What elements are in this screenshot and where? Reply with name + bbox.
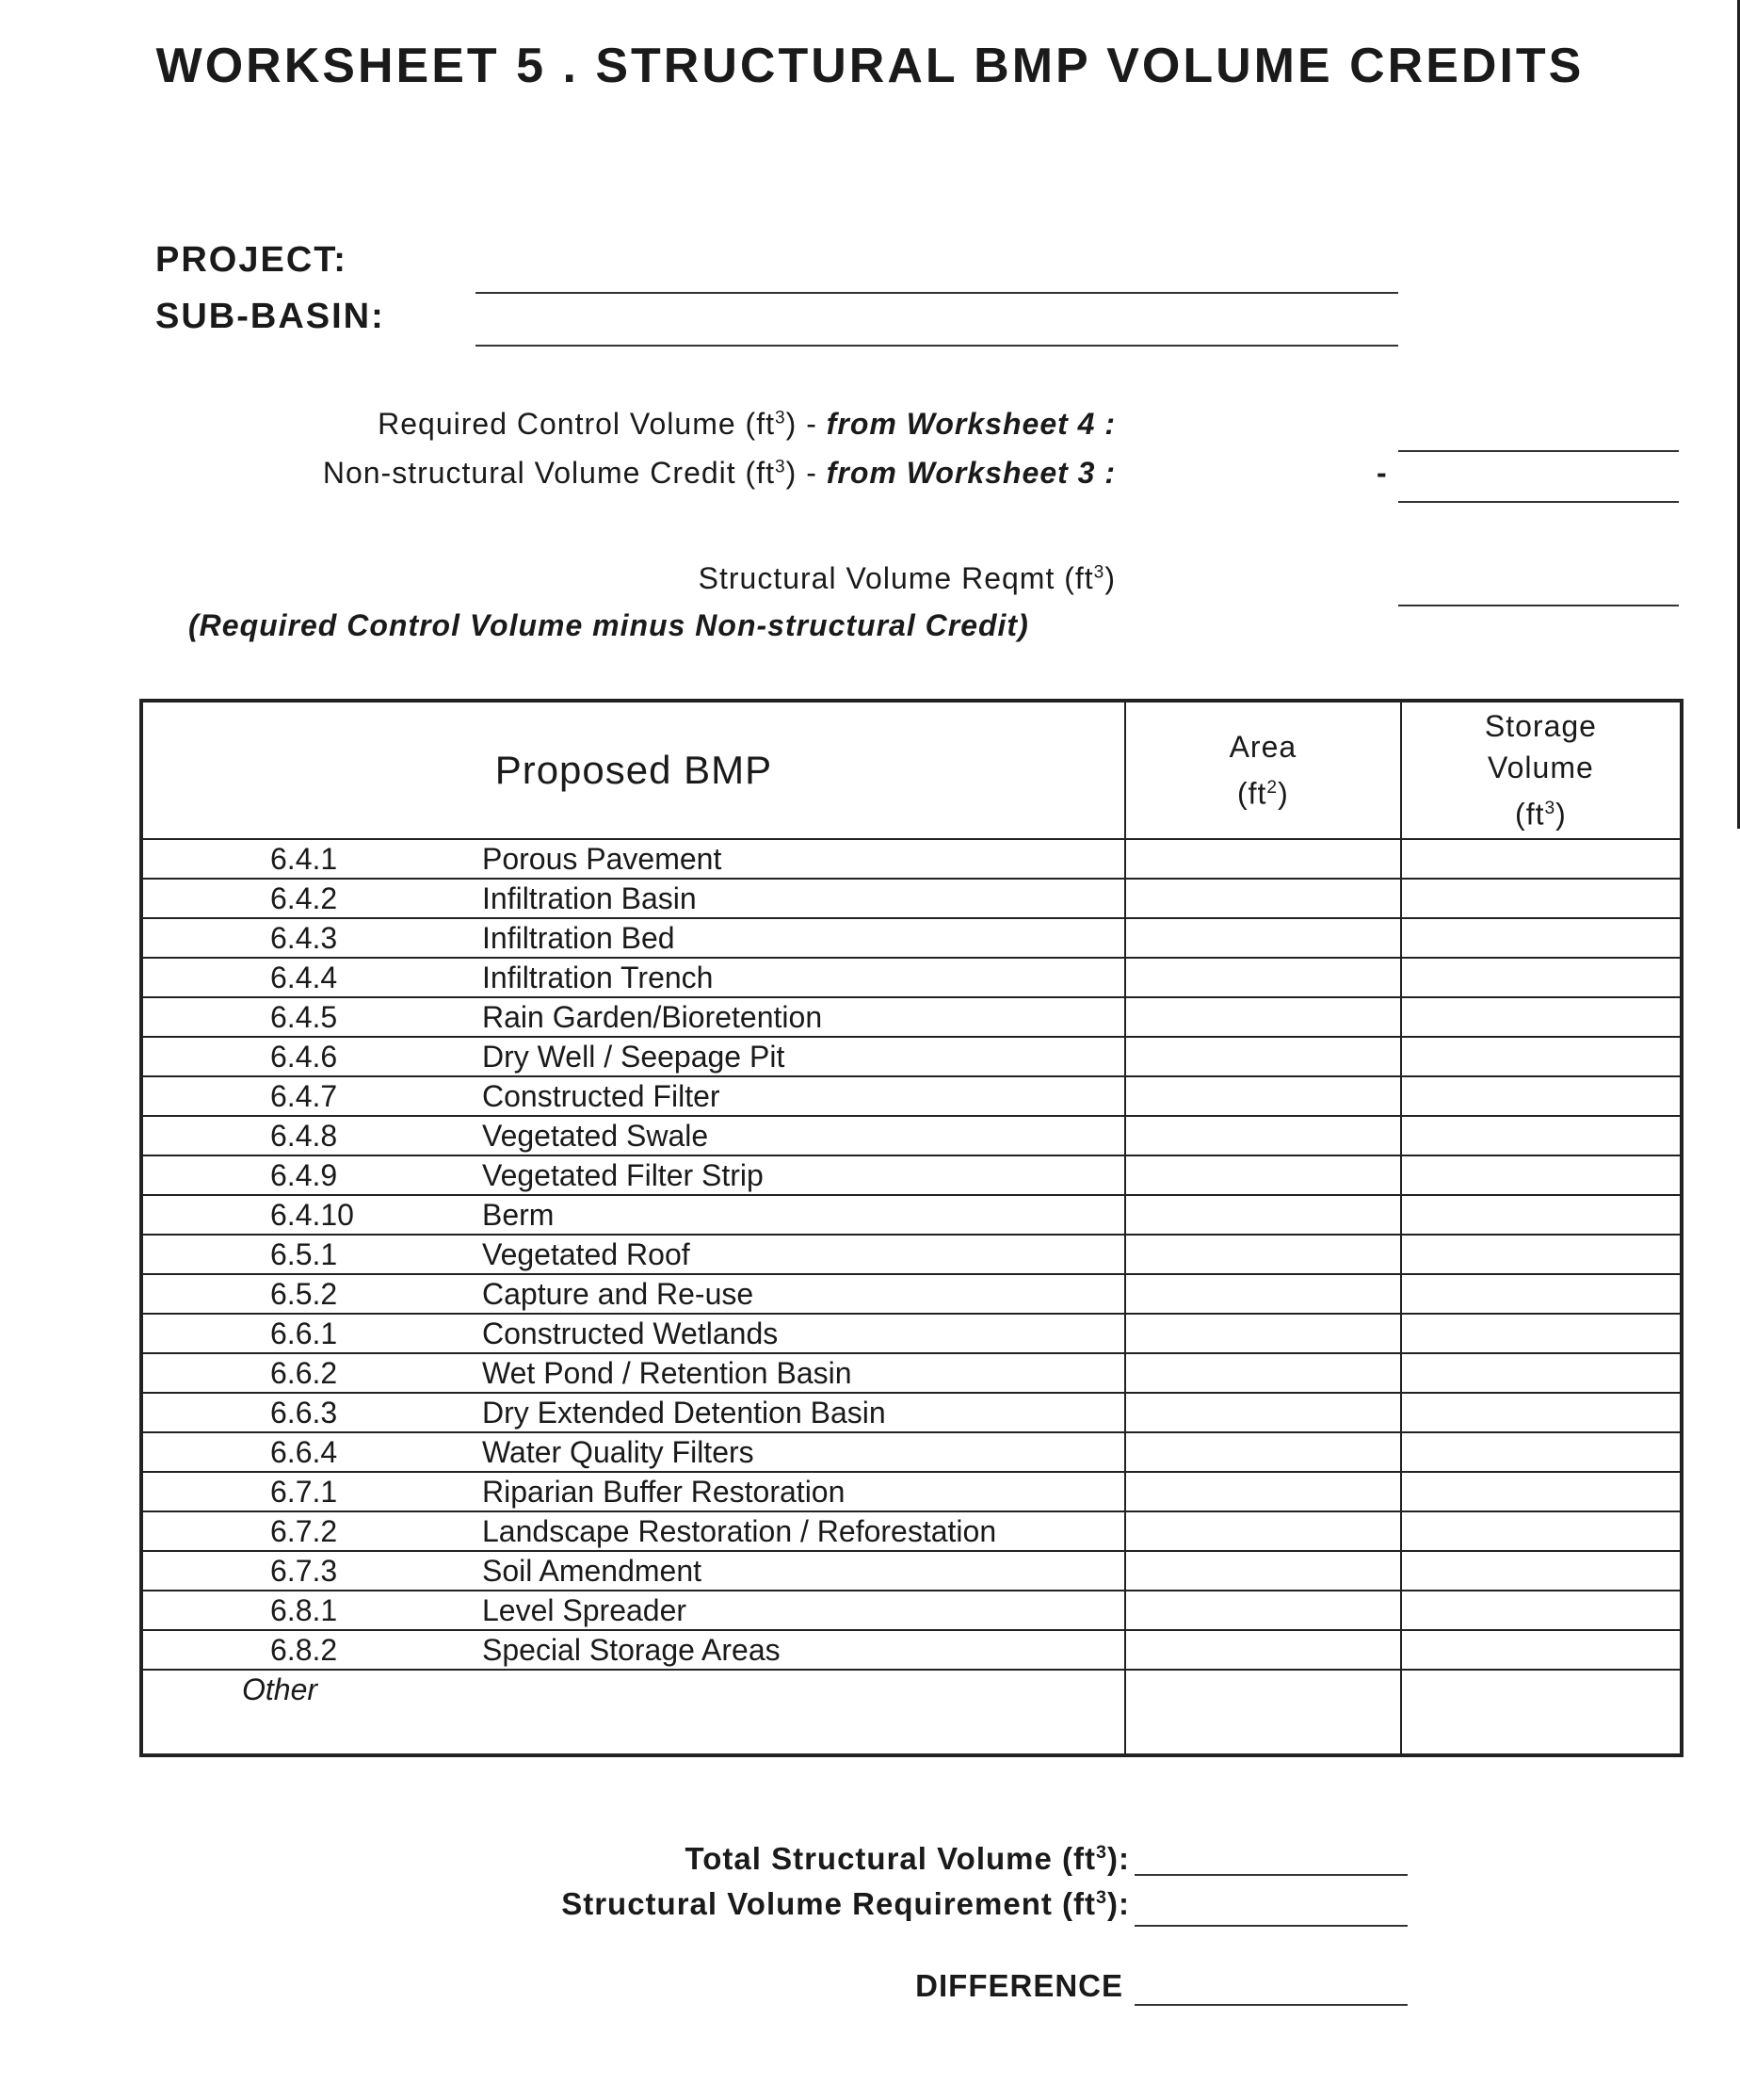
nonstructural-credit-field[interactable] <box>1398 501 1679 503</box>
table-row-other <box>141 1670 1682 1755</box>
table-row <box>141 918 1682 958</box>
bmp-name: Soil Amendment <box>482 1554 702 1588</box>
bmp-code: 6.4.5 <box>270 1000 338 1034</box>
table-row <box>141 1155 1682 1195</box>
bmp-cell <box>141 839 1125 879</box>
table-row <box>141 1432 1682 1472</box>
area-input-cell[interactable] <box>1125 1235 1401 1274</box>
area-input-cell[interactable] <box>1125 1076 1401 1116</box>
bmp-code: 6.5.2 <box>270 1277 338 1311</box>
bmp-cell <box>141 958 1125 997</box>
bmp-cell <box>141 1076 1125 1116</box>
nonstructural-credit-label: Non-structural Volume Credit $(ft^3)$ - from Worksheet 3 : <box>322 456 1116 490</box>
bmp-code: 6.4.10 <box>270 1198 354 1232</box>
bmp-cell <box>141 1432 1125 1472</box>
area-input-cell[interactable] <box>1125 1393 1401 1432</box>
required-control-volume-label: Required Control Volume $(ft^3)$ - from Worksheet 4 : <box>378 407 1116 441</box>
area-input-cell[interactable] <box>1125 1037 1401 1076</box>
bmp-name: Vegetated Swale <box>482 1119 709 1153</box>
table-row <box>141 839 1682 879</box>
area-input-cell[interactable] <box>1125 1432 1401 1472</box>
bmp-name: Wet Pond / Retention Basin <box>482 1356 852 1390</box>
bmp-name: Infiltration Bed <box>482 921 675 955</box>
table-row <box>141 1551 1682 1591</box>
storage-volume-header: Storage Volume $(ft^3)$ <box>1401 701 1682 839</box>
storage-volume-input-cell[interactable] <box>1401 918 1682 958</box>
area-input-cell[interactable] <box>1125 1195 1401 1235</box>
storage-volume-input-cell[interactable] <box>1401 1195 1682 1235</box>
bmp-name: Dry Well / Seepage Pit <box>482 1040 785 1074</box>
table-row <box>141 997 1682 1037</box>
required-control-volume-field[interactable] <box>1398 450 1679 452</box>
area-input-cell[interactable] <box>1125 1511 1401 1551</box>
bmp-cell <box>141 1274 1125 1314</box>
area-input-cell[interactable] <box>1125 839 1401 879</box>
bmp-name: Constructed Wetlands <box>482 1317 779 1350</box>
bmp-code: 6.6.3 <box>270 1396 338 1430</box>
storage-volume-input-cell[interactable] <box>1401 1076 1682 1116</box>
bmp-name: Constructed Filter <box>482 1079 720 1113</box>
bmp-name: Vegetated Filter Strip <box>482 1158 764 1192</box>
table-row <box>141 1353 1682 1393</box>
structural-volume-reqmt-label: Structural Volume Reqmt $(ft^3)$ <box>698 561 1116 595</box>
storage-volume-input-cell[interactable] <box>1401 1472 1682 1511</box>
table-row <box>141 1037 1682 1076</box>
table-row <box>141 1472 1682 1511</box>
area-input-cell[interactable] <box>1125 1274 1401 1314</box>
subbasin-field[interactable] <box>475 345 1398 347</box>
table-row <box>141 958 1682 997</box>
bmp-code: 6.6.4 <box>270 1435 338 1469</box>
structural-volume-requirement-label: Structural Volume Requirement $(ft^3)$: <box>561 1886 1130 1921</box>
storage-volume-input-cell[interactable] <box>1401 1511 1682 1551</box>
project-label: PROJECT: <box>155 240 347 280</box>
bmp-code: 6.8.1 <box>270 1593 338 1627</box>
worksheet-title: WORKSHEET 5 . STRUCTURAL BMP VOLUME CREDITS <box>155 39 1585 93</box>
bmp-name: Berm <box>482 1198 555 1232</box>
area-input-cell[interactable] <box>1125 1670 1401 1755</box>
bmp-code: 6.5.1 <box>270 1237 338 1271</box>
bmp-code: 6.8.2 <box>270 1633 338 1667</box>
storage-volume-input-cell[interactable] <box>1401 958 1682 997</box>
bmp-cell <box>141 1155 1125 1195</box>
bmp-name: Dry Extended Detention Basin <box>482 1396 886 1430</box>
table-row <box>141 879 1682 918</box>
storage-volume-input-cell[interactable] <box>1401 1432 1682 1472</box>
difference-field[interactable] <box>1135 2004 1408 2006</box>
table-row <box>141 1511 1682 1551</box>
bmp-code: 6.4.3 <box>270 921 338 955</box>
area-input-cell[interactable] <box>1125 958 1401 997</box>
area-input-cell[interactable] <box>1125 1630 1401 1670</box>
storage-volume-input-cell[interactable] <box>1401 1116 1682 1155</box>
subbasin-label: SUB-BASIN: <box>155 297 385 336</box>
bmp-cell <box>141 1353 1125 1393</box>
area-input-cell[interactable] <box>1125 1591 1401 1630</box>
bmp-cell <box>141 1116 1125 1155</box>
bmp-name: Porous Pavement <box>482 842 722 876</box>
bmp-code: 6.6.2 <box>270 1356 338 1390</box>
area-input-cell[interactable] <box>1125 997 1401 1037</box>
storage-volume-input-cell[interactable] <box>1401 1235 1682 1274</box>
storage-volume-input-cell[interactable] <box>1401 1551 1682 1591</box>
bmp-code: 6.4.1 <box>270 842 338 876</box>
area-input-cell[interactable] <box>1125 1353 1401 1393</box>
bmp-name: Infiltration Trench <box>482 961 714 994</box>
bmp-code: 6.4.8 <box>270 1119 338 1153</box>
bmp-code: 6.6.1 <box>270 1317 338 1350</box>
total-structural-volume-label: Total Structural Volume $(ft^3)$: <box>685 1841 1130 1876</box>
bmp-cell <box>141 1591 1125 1630</box>
bmp-code: 6.4.9 <box>270 1158 338 1192</box>
table-header-row <box>141 701 1682 839</box>
storage-volume-input-cell[interactable] <box>1401 1393 1682 1432</box>
bmp-cell <box>141 1393 1125 1432</box>
bmp-code: 6.7.1 <box>270 1475 338 1509</box>
bmp-name: Special Storage Areas <box>482 1633 781 1667</box>
total-structural-volume-field[interactable] <box>1135 1874 1408 1876</box>
bmp-cell <box>141 1630 1125 1670</box>
storage-volume-input-cell[interactable] <box>1401 1630 1682 1670</box>
bmp-name: Riparian Buffer Restoration <box>482 1475 846 1509</box>
area-input-cell[interactable] <box>1125 1116 1401 1155</box>
table-row <box>141 1591 1682 1630</box>
bmp-cell <box>141 879 1125 918</box>
bmp-code: 6.7.3 <box>270 1554 338 1588</box>
table-row <box>141 1116 1682 1155</box>
bmp-name: Infiltration Basin <box>482 881 697 915</box>
storage-volume-input-cell[interactable] <box>1401 1037 1682 1076</box>
table-row <box>141 1393 1682 1432</box>
storage-volume-input-cell[interactable] <box>1401 1591 1682 1630</box>
bmp-code: 6.4.7 <box>270 1079 338 1113</box>
table-row <box>141 1076 1682 1116</box>
bmp-code: 6.4.4 <box>270 961 338 994</box>
storage-volume-input-cell[interactable] <box>1401 1670 1682 1755</box>
storage-volume-input-cell[interactable] <box>1401 1314 1682 1353</box>
bmp-cell <box>141 1551 1125 1591</box>
structural-volume-reqmt-field[interactable] <box>1398 605 1679 606</box>
storage-volume-input-cell[interactable] <box>1401 1274 1682 1314</box>
bmp-name: Landscape Restoration / Reforestation <box>482 1514 997 1548</box>
table-row <box>141 1314 1682 1353</box>
bmp-cell <box>141 1314 1125 1353</box>
bmp-cell <box>141 1511 1125 1551</box>
bmp-name: Level Spreader <box>482 1593 687 1627</box>
minus-sign: - <box>1377 456 1387 490</box>
storage-volume-input-cell[interactable] <box>1401 997 1682 1037</box>
area-header: Area $(ft^2)$ <box>1125 701 1401 839</box>
proposed-bmp-header: Proposed BMP <box>141 701 1125 839</box>
bmp-code: 6.7.2 <box>270 1514 338 1548</box>
bmp-cell <box>141 1235 1125 1274</box>
difference-label: DIFFERENCE <box>915 1968 1123 2003</box>
area-input-cell[interactable] <box>1125 1314 1401 1353</box>
area-input-cell[interactable] <box>1125 879 1401 918</box>
structural-volume-requirement-field[interactable] <box>1135 1925 1408 1927</box>
area-input-cell[interactable] <box>1125 918 1401 958</box>
storage-volume-input-cell[interactable] <box>1401 1353 1682 1393</box>
other-bmp-cell[interactable] <box>141 1670 1125 1755</box>
bmp-code: 6.4.6 <box>270 1040 338 1074</box>
bmp-cell <box>141 1195 1125 1235</box>
bmp-name: Rain Garden/Bioretention <box>482 1000 823 1034</box>
storage-volume-input-cell[interactable] <box>1401 879 1682 918</box>
bmp-name: Vegetated Roof <box>482 1237 690 1271</box>
table-row <box>141 1195 1682 1235</box>
table-row <box>141 1274 1682 1314</box>
area-input-cell[interactable] <box>1125 1551 1401 1591</box>
project-field[interactable] <box>475 292 1398 294</box>
area-input-cell[interactable] <box>1125 1155 1401 1195</box>
bmp-name: Water Quality Filters <box>482 1435 754 1469</box>
storage-volume-input-cell[interactable] <box>1401 1155 1682 1195</box>
storage-volume-input-cell[interactable] <box>1401 839 1682 879</box>
bmp-table <box>139 699 1684 1757</box>
bmp-name: Capture and Re-use <box>482 1277 754 1311</box>
bmp-cell <box>141 1037 1125 1076</box>
other-label: Other <box>242 1672 318 1706</box>
bmp-code: 6.4.2 <box>270 881 338 915</box>
bmp-cell <box>141 918 1125 958</box>
structural-volume-reqmt-note: (Required Control Volume minus Non-structural Credit) <box>188 608 1029 642</box>
bmp-cell <box>141 1472 1125 1511</box>
area-input-cell[interactable] <box>1125 1472 1401 1511</box>
bmp-cell <box>141 997 1125 1037</box>
table-row <box>141 1630 1682 1670</box>
table-row <box>141 1235 1682 1274</box>
